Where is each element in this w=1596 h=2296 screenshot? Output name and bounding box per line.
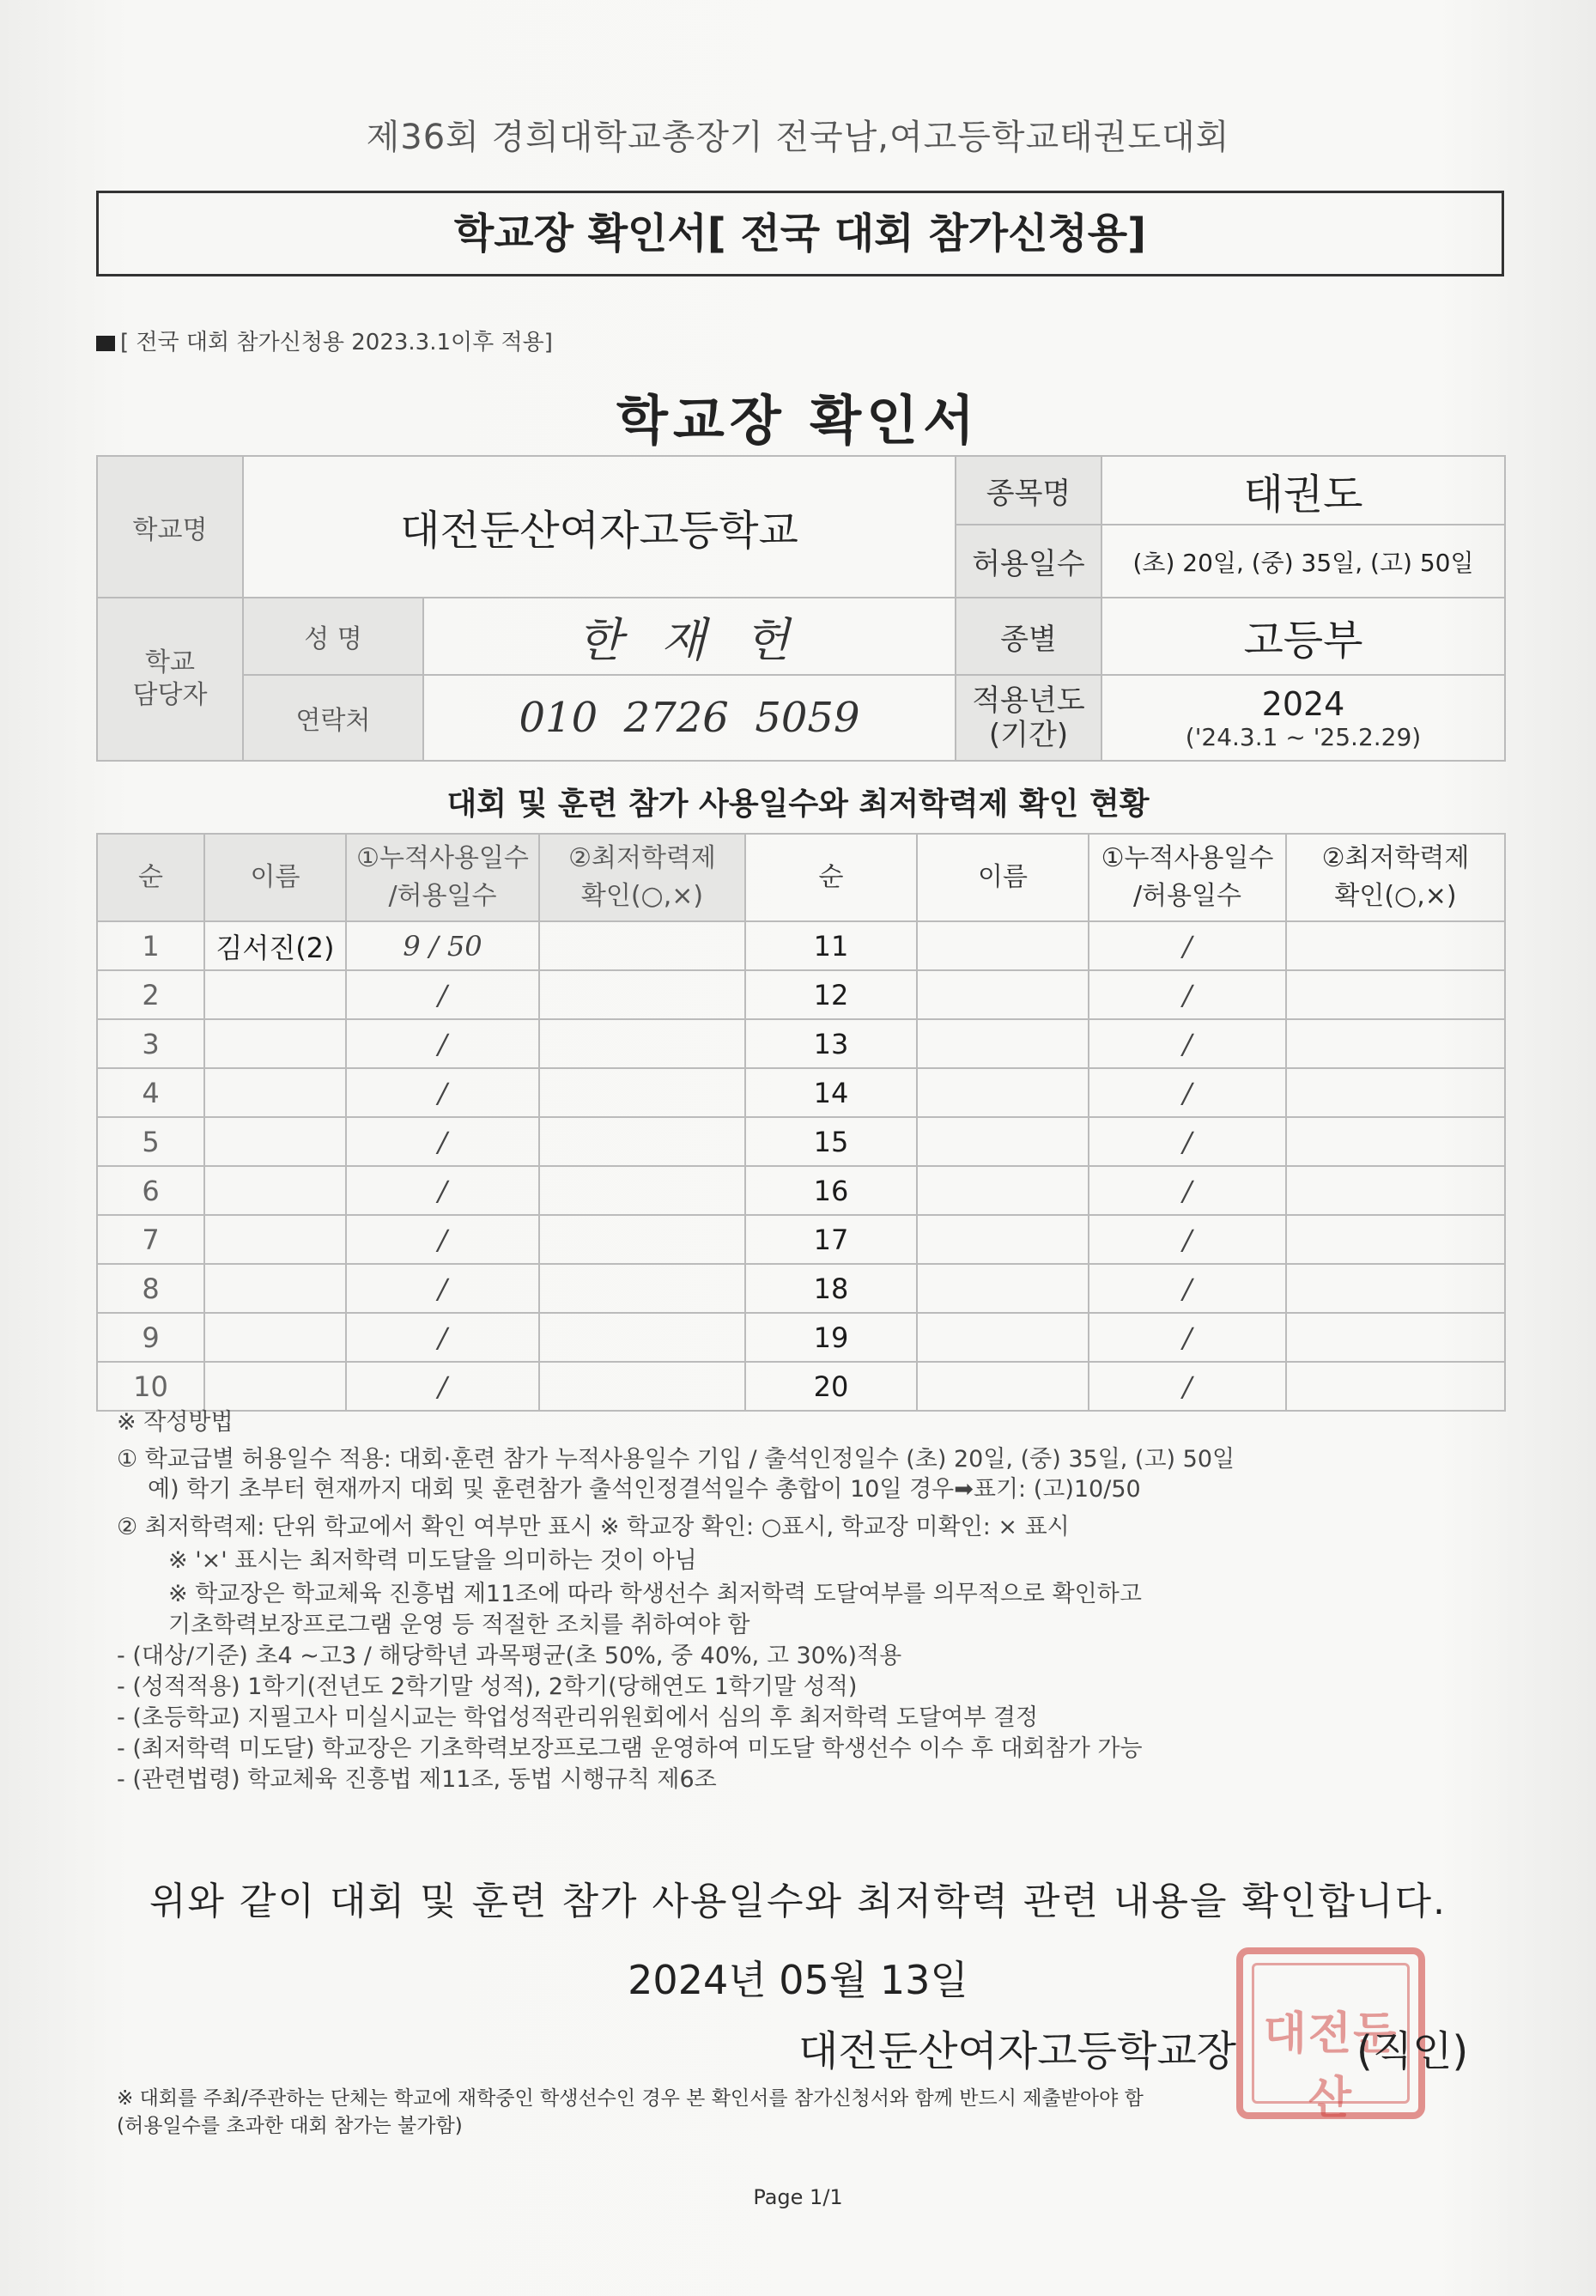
header-days-right: ①누적사용일수 /허용일수 <box>1089 834 1286 921</box>
athlete-name-cell <box>204 1117 346 1166</box>
school-name: 대전둔산여자고등학교 <box>243 456 956 598</box>
instruction-line: - (초등학교) 지필고사 미실시교는 학업성적관리위원회에서 심의 후 최저학력 도달여부 결정 <box>117 1704 1039 1731</box>
days-used-cell: / <box>1089 1117 1286 1166</box>
year-label: 적용년도 (기간) <box>956 675 1101 761</box>
usage-note <box>96 325 553 356</box>
instruction-line: ※ 학교장은 학교체육 진흥법 제11조에 따라 학생선수 최저학력 도달여부를 의무적으로 확인하고 <box>168 1581 1142 1607</box>
row-number-cell: 10 <box>97 1362 204 1411</box>
seal-text: 대전둔산 <box>1263 2007 1399 2124</box>
days-used-cell: / <box>346 1264 539 1313</box>
instruction-line: ※ '×' 표시는 최저학력 미도달을 의미하는 것이 아님 <box>168 1547 697 1574</box>
days-used-cell: / <box>1089 921 1286 970</box>
table-row <box>97 970 1505 1019</box>
athlete-name-cell <box>917 1264 1089 1313</box>
days-used-cell: / <box>346 1117 539 1166</box>
header-check-left: ②최저학력제 확인(○,×) <box>539 834 745 921</box>
instruction-line: - (최저학력 미도달) 학교장은 기초학력보장프로그램 운영하여 미도달 학생선수 이수 후 대회참가 가능 <box>117 1735 1143 1762</box>
days-used-cell: / <box>346 970 539 1019</box>
table-row <box>97 1166 1505 1215</box>
athlete-name-cell <box>204 1019 346 1068</box>
allowed-days-value: (초) 20일, (중) 35일, (고) 50일 <box>1101 525 1505 598</box>
academic-check-cell <box>539 1215 745 1264</box>
row-number-cell: 18 <box>745 1264 917 1313</box>
seal-label: (직인) <box>1356 2027 1469 2075</box>
instruction-line: ※ 작성방법 <box>117 1409 234 1436</box>
days-used-cell: / <box>1089 1362 1286 1411</box>
athlete-name-cell <box>917 1313 1089 1362</box>
days-used-cell: / <box>346 1215 539 1264</box>
instruction-line: 기초학력보장프로그램 운영 등 적절한 조치를 취하여야 함 <box>168 1612 750 1638</box>
event-label: 종목명 <box>956 456 1101 525</box>
row-number-cell: 11 <box>745 921 917 970</box>
table-row <box>97 1362 1505 1411</box>
row-number-cell: 16 <box>745 1166 917 1215</box>
athlete-name-cell <box>204 1362 346 1411</box>
days-used-cell: 9 / 50 <box>346 921 539 970</box>
table-row <box>97 1117 1505 1166</box>
table-row <box>97 1068 1505 1117</box>
name-label: 성 명 <box>243 598 423 675</box>
academic-check-cell <box>1286 1117 1505 1166</box>
form-title-box: 학교장 확인서[ 전국 대회 참가신청용] <box>96 191 1504 276</box>
academic-check-cell <box>1286 1215 1505 1264</box>
square-bullet-icon <box>96 336 115 351</box>
athlete-name-cell <box>917 1117 1089 1166</box>
athlete-name-cell <box>204 1068 346 1117</box>
row-number-cell: 6 <box>97 1166 204 1215</box>
academic-check-cell <box>1286 1264 1505 1313</box>
athlete-name-cell: 김서진(2) <box>204 921 346 970</box>
athlete-name-cell <box>204 1264 346 1313</box>
row-number-cell: 4 <box>97 1068 204 1117</box>
academic-check-cell <box>539 1117 745 1166</box>
header-check-right: ②최저학력제 확인(○,×) <box>1286 834 1505 921</box>
days-used-cell: / <box>1089 1068 1286 1117</box>
days-used-cell: / <box>1089 970 1286 1019</box>
main-title: 학교장 확인서 <box>616 389 980 452</box>
days-used-cell: / <box>1089 1215 1286 1264</box>
row-number-cell: 9 <box>97 1313 204 1362</box>
division-label: 종별 <box>956 598 1101 675</box>
academic-check-cell <box>1286 1019 1505 1068</box>
contact-label: 연락처 <box>243 675 423 761</box>
academic-check-cell <box>1286 1362 1505 1411</box>
header-days-left: ①누적사용일수 /허용일수 <box>346 834 539 921</box>
academic-check-cell <box>1286 1068 1505 1117</box>
athlete-name-cell <box>204 1166 346 1215</box>
confirmation-statement: 위와 같이 대회 및 훈련 참가 사용일수와 최저학력 관련 내용을 확인합니다. <box>149 1880 1447 1923</box>
row-number-cell: 19 <box>745 1313 917 1362</box>
academic-check-cell <box>1286 1166 1505 1215</box>
issue-date: 2024년 05월 13일 <box>628 1957 968 2003</box>
footnote: ※ 대회를 주최/주관하는 단체는 학교에 재학중인 학생선수인 경우 본 확인서를 참가신청서와 함께 반드시 제출받아야 함 (허용일수를 초과한 대회 참가는 불가함) <box>117 2087 1144 2137</box>
principal-title: 대전둔산여자고등학교장 <box>798 2027 1237 2075</box>
table-row <box>97 1215 1505 1264</box>
academic-check-cell <box>539 1264 745 1313</box>
year-period: ('24.3.1 ~ '25.2.29) <box>1185 722 1422 751</box>
athlete-name-cell <box>917 1166 1089 1215</box>
row-number-cell: 13 <box>745 1019 917 1068</box>
manager-label: 학교 담당자 <box>97 598 243 761</box>
table-row <box>97 921 1505 970</box>
table-row <box>97 1313 1505 1362</box>
athlete-name-cell <box>917 921 1089 970</box>
row-number-cell: 14 <box>745 1068 917 1117</box>
athlete-name-cell <box>204 1313 346 1362</box>
athlete-status-table <box>96 833 1506 1412</box>
academic-check-cell <box>539 921 745 970</box>
school-info-table <box>96 455 1506 762</box>
academic-check-cell <box>539 1166 745 1215</box>
status-section-title: 대회 및 훈련 참가 사용일수와 최저학력제 확인 현황 <box>446 787 1150 822</box>
days-used-cell: / <box>346 1362 539 1411</box>
row-number-cell: 17 <box>745 1215 917 1264</box>
academic-check-cell <box>1286 921 1505 970</box>
table-row <box>97 1264 1505 1313</box>
competition-title: 제36회 경희대학교총장기 전국남,여고등학교태권도대회 <box>366 118 1230 157</box>
academic-check-cell <box>539 970 745 1019</box>
academic-check-cell <box>539 1068 745 1117</box>
days-used-cell: / <box>346 1166 539 1215</box>
athlete-name-cell <box>917 1362 1089 1411</box>
athlete-name-cell <box>204 1215 346 1264</box>
year-cell <box>1101 675 1505 761</box>
days-used-cell: / <box>346 1019 539 1068</box>
academic-check-cell <box>539 1313 745 1362</box>
days-used-cell: / <box>1089 1166 1286 1215</box>
athlete-name-cell <box>204 970 346 1019</box>
usage-note-text: [ 전국 대회 참가신청용 2023.3.1이후 적용] <box>120 330 553 355</box>
header-name-right: 이름 <box>917 834 1089 921</box>
days-used-cell: / <box>1089 1264 1286 1313</box>
header-no-right: 순 <box>745 834 917 921</box>
header-name-left: 이름 <box>204 834 346 921</box>
row-number-cell: 15 <box>745 1117 917 1166</box>
row-number-cell: 20 <box>745 1362 917 1411</box>
academic-check-cell <box>1286 970 1505 1019</box>
table-row <box>97 1019 1505 1068</box>
instruction-line: ② 최저학력제: 단위 학교에서 확인 여부만 표시 ※ 학교장 확인: ○표시, 학교장 미확인: × 표시 <box>117 1514 1070 1540</box>
row-number-cell: 5 <box>97 1117 204 1166</box>
row-number-cell: 8 <box>97 1264 204 1313</box>
manager-name: 한 재 헌 <box>423 598 956 675</box>
event-value: 태권도 <box>1101 456 1505 525</box>
academic-check-cell <box>539 1362 745 1411</box>
header-no-left: 순 <box>97 834 204 921</box>
athlete-name-cell <box>917 1019 1089 1068</box>
row-number-cell: 3 <box>97 1019 204 1068</box>
school-label: 학교명 <box>97 456 243 598</box>
table-header-row <box>97 834 1505 921</box>
row-number-cell: 12 <box>745 970 917 1019</box>
page-number: Page 1/1 <box>753 2185 843 2209</box>
contact-value: 010 2726 5059 <box>423 675 956 761</box>
days-used-cell: / <box>1089 1019 1286 1068</box>
days-used-cell: / <box>346 1068 539 1117</box>
row-number-cell: 1 <box>97 921 204 970</box>
academic-check-cell <box>539 1019 745 1068</box>
days-used-cell: / <box>1089 1313 1286 1362</box>
division-value: 고등부 <box>1101 598 1505 675</box>
row-number-cell: 7 <box>97 1215 204 1264</box>
athlete-name-cell <box>917 1215 1089 1264</box>
instruction-line: 예) 학기 초부터 현재까지 대회 및 훈련참가 출석인정결석일수 총합이 10일 경우➡표기: (고)10/50 <box>148 1476 1141 1503</box>
athlete-name-cell <box>917 1068 1089 1117</box>
row-number-cell: 2 <box>97 970 204 1019</box>
allowed-days-label: 허용일수 <box>956 525 1101 598</box>
instruction-line: - (대상/기준) 초4 ~고3 / 해당학년 과목평균(초 50%, 중 40%, 고 30%)적용 <box>117 1643 902 1669</box>
instruction-line: - (관련법령) 학교체육 진흥법 제11조, 동법 시행규칙 제6조 <box>117 1766 717 1793</box>
instruction-line: - (성적적용) 1학기(전년도 2학기말 성적), 2학기(당해연도 1학기말 성적) <box>117 1673 858 1700</box>
academic-check-cell <box>1286 1313 1505 1362</box>
days-used-cell: / <box>346 1313 539 1362</box>
instruction-line: ① 학교급별 허용일수 적용: 대회·훈련 참가 누적사용일수 기입 / 출석인정일수 (초) 20일, (중) 35일, (고) 50일 <box>117 1446 1235 1473</box>
athlete-name-cell <box>917 970 1089 1019</box>
year-value: 2024 <box>1261 684 1345 723</box>
